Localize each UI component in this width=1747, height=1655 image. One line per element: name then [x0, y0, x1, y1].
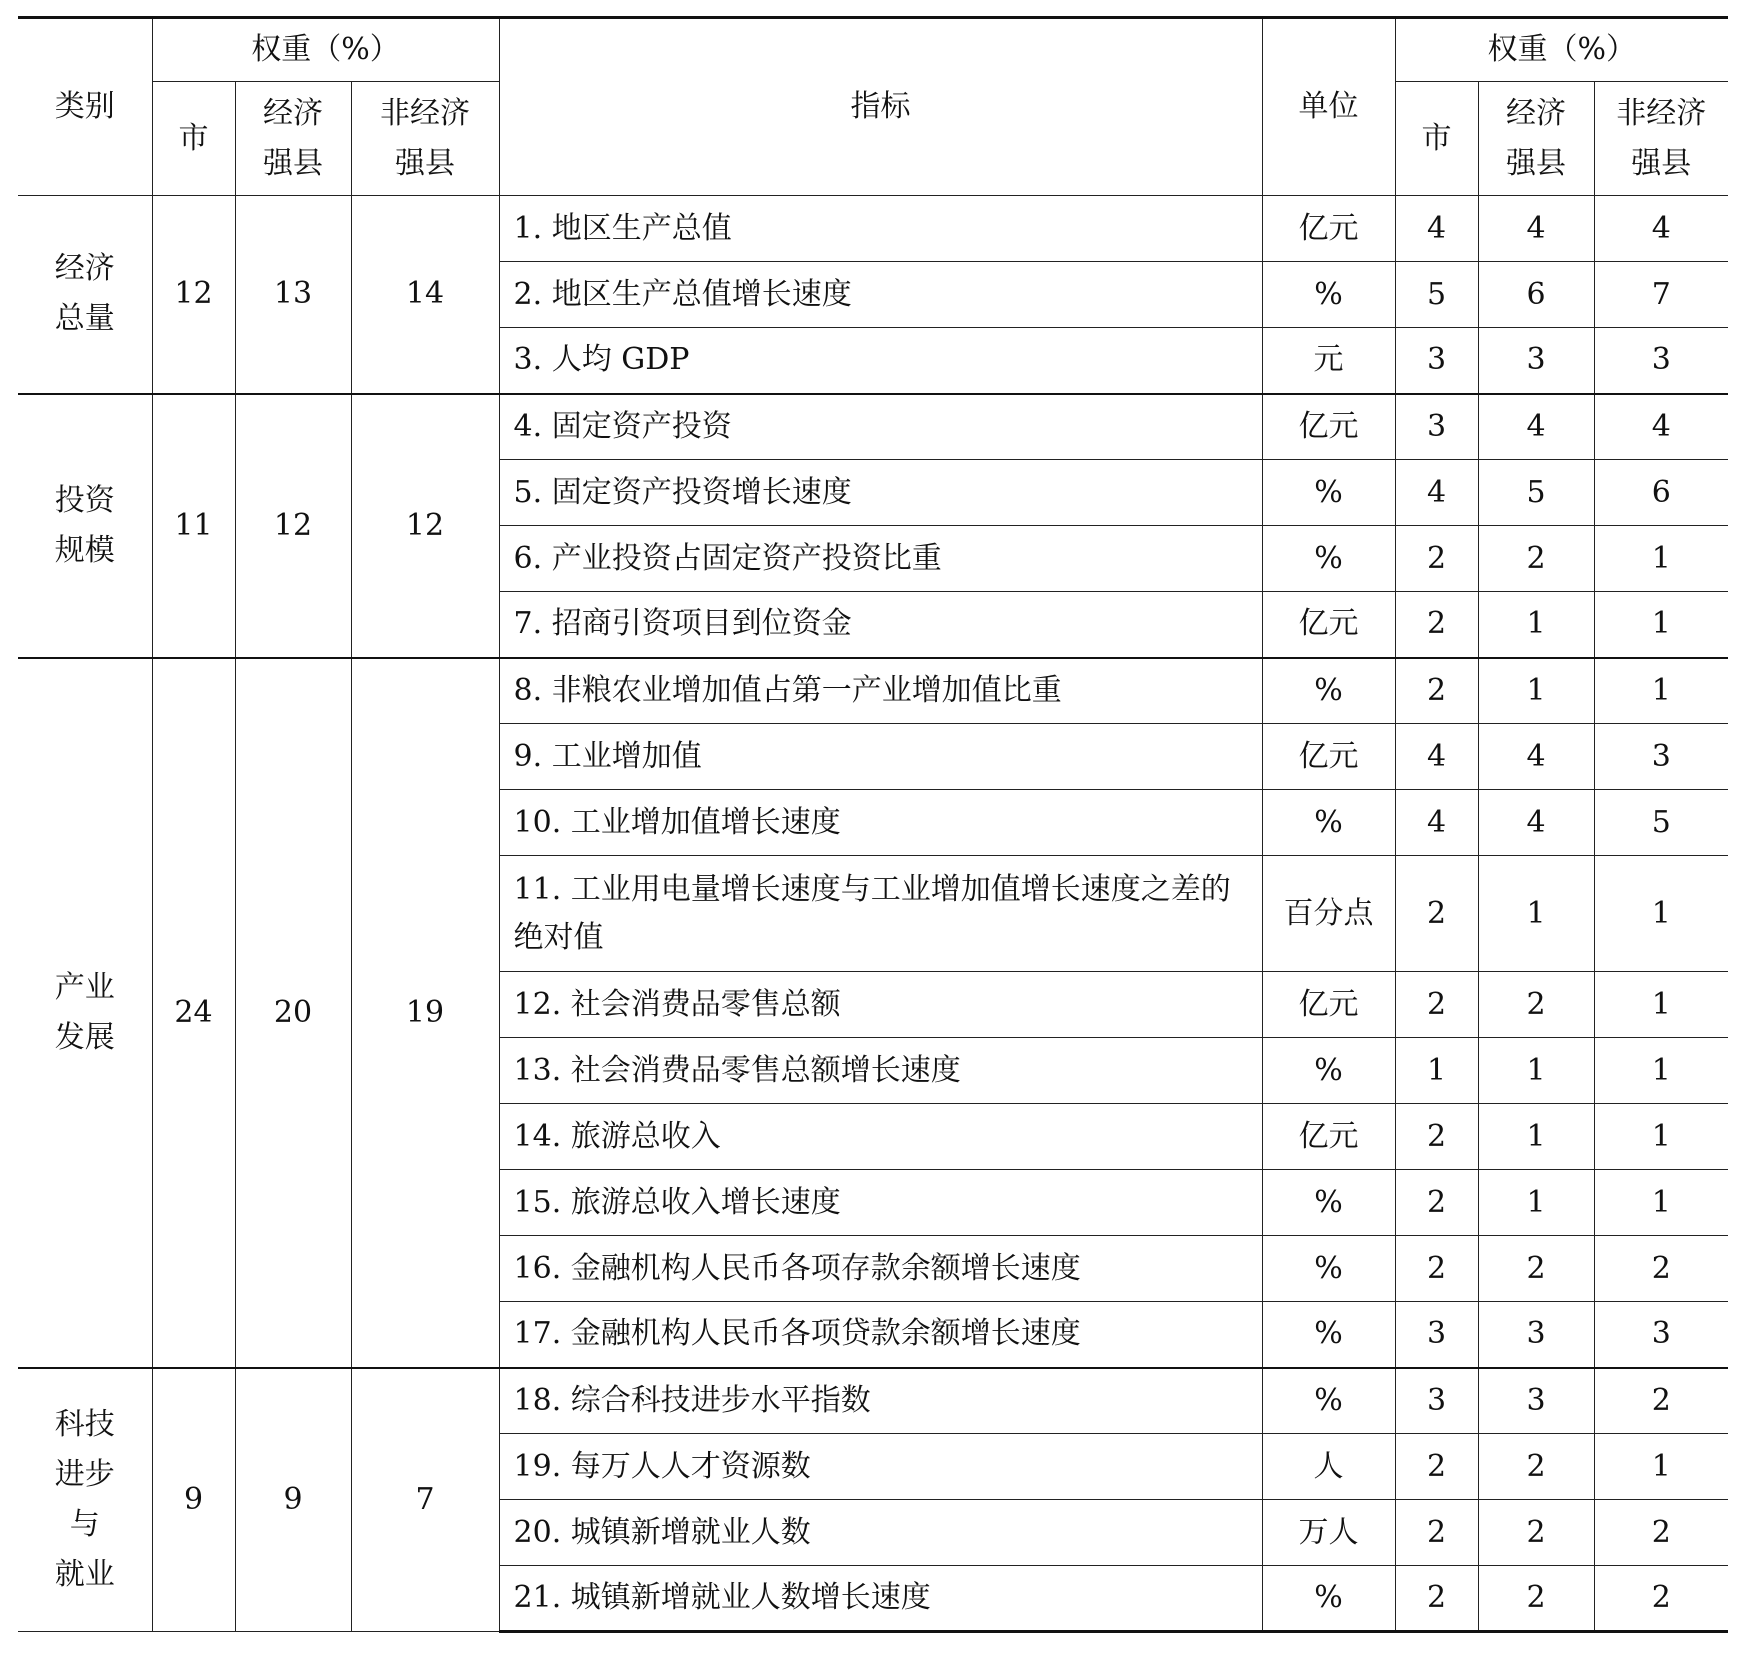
- category-weight-nonstrong: 19: [351, 658, 499, 1368]
- category-weight-nonstrong: 7: [351, 1368, 499, 1632]
- indicator-weight-strong: 1: [1478, 1038, 1594, 1104]
- unit-cell: 元: [1262, 328, 1395, 394]
- indicator-weight-nonstrong: 6: [1594, 460, 1728, 526]
- indicator-cell: 3. 人均 GDP: [499, 328, 1262, 394]
- indicator-cell: 9. 工业增加值: [499, 724, 1262, 790]
- indicator-weight-strong: 1: [1478, 1104, 1594, 1170]
- indicator-weight-city: 2: [1395, 972, 1478, 1038]
- indicator-weight-nonstrong: 2: [1594, 1566, 1728, 1632]
- indicator-weight-nonstrong: 2: [1594, 1236, 1728, 1302]
- indicator-weight-city: 2: [1395, 856, 1478, 972]
- indicator-weight-nonstrong: 3: [1594, 1302, 1728, 1368]
- indicator-weight-strong: 4: [1478, 196, 1594, 262]
- category-cell: 科技 进步 与 就业: [18, 1368, 152, 1632]
- indicator-weight-nonstrong: 1: [1594, 972, 1728, 1038]
- header-nonstrong-county-right: 非经济 强县: [1594, 82, 1728, 196]
- indicator-cell: 10. 工业增加值增长速度: [499, 790, 1262, 856]
- unit-cell: %: [1262, 526, 1395, 592]
- category-cell: 投资 规模: [18, 394, 152, 658]
- unit-cell: %: [1262, 262, 1395, 328]
- indicator-cell: 16. 金融机构人民币各项存款余额增长速度: [499, 1236, 1262, 1302]
- indicator-weight-strong: 1: [1478, 658, 1594, 724]
- indicator-weight-nonstrong: 4: [1594, 394, 1728, 460]
- category-weight-nonstrong: 12: [351, 394, 499, 658]
- header-category: 类别: [18, 18, 152, 196]
- indicator-cell: 1. 地区生产总值: [499, 196, 1262, 262]
- header-nonstrong-county: 非经济 强县: [351, 82, 499, 196]
- unit-cell: 亿元: [1262, 1104, 1395, 1170]
- indicator-weight-nonstrong: 2: [1594, 1368, 1728, 1434]
- indicator-cell: 5. 固定资产投资增长速度: [499, 460, 1262, 526]
- unit-cell: %: [1262, 1368, 1395, 1434]
- header-weight-group-right: 权重（%）: [1395, 18, 1728, 82]
- indicator-weight-strong: 2: [1478, 972, 1594, 1038]
- indicator-weight-city: 2: [1395, 658, 1478, 724]
- category-weight-city: 11: [152, 394, 235, 658]
- indicator-weight-strong: 5: [1478, 460, 1594, 526]
- indicator-cell: 20. 城镇新增就业人数: [499, 1500, 1262, 1566]
- category-weight-strong: 20: [235, 658, 351, 1368]
- unit-cell: 亿元: [1262, 724, 1395, 790]
- indicator-weight-strong: 1: [1478, 592, 1594, 658]
- indicator-cell: 13. 社会消费品零售总额增长速度: [499, 1038, 1262, 1104]
- indicator-weight-city: 1: [1395, 1038, 1478, 1104]
- indicator-weight-nonstrong: 2: [1594, 1500, 1728, 1566]
- indicator-weight-city: 3: [1395, 328, 1478, 394]
- indicator-weight-nonstrong: 7: [1594, 262, 1728, 328]
- indicator-weight-city: 3: [1395, 394, 1478, 460]
- indicator-weight-city: 2: [1395, 592, 1478, 658]
- indicator-weight-nonstrong: 1: [1594, 526, 1728, 592]
- indicator-weight-nonstrong: 1: [1594, 1038, 1728, 1104]
- indicator-weight-strong: 3: [1478, 328, 1594, 394]
- unit-cell: 百分点: [1262, 856, 1395, 972]
- unit-cell: 亿元: [1262, 196, 1395, 262]
- indicator-weight-city: 2: [1395, 1236, 1478, 1302]
- indicator-cell: 17. 金融机构人民币各项贷款余额增长速度: [499, 1302, 1262, 1368]
- unit-cell: 万人: [1262, 1500, 1395, 1566]
- indicator-weight-city: 2: [1395, 1434, 1478, 1500]
- indicator-weight-nonstrong: 1: [1594, 658, 1728, 724]
- indicator-cell: 18. 综合科技进步水平指数: [499, 1368, 1262, 1434]
- unit-cell: %: [1262, 790, 1395, 856]
- indicator-weight-strong: 2: [1478, 526, 1594, 592]
- indicator-weight-city: 4: [1395, 790, 1478, 856]
- indicator-weight-city: 5: [1395, 262, 1478, 328]
- unit-cell: %: [1262, 460, 1395, 526]
- indicator-weight-strong: 4: [1478, 724, 1594, 790]
- header-city: 市: [152, 82, 235, 196]
- header-unit: 单位: [1262, 18, 1395, 196]
- indicator-weight-city: 2: [1395, 1500, 1478, 1566]
- indicator-weight-strong: 4: [1478, 790, 1594, 856]
- indicator-weight-nonstrong: 1: [1594, 856, 1728, 972]
- indicator-weight-city: 2: [1395, 1104, 1478, 1170]
- indicator-weight-city: 2: [1395, 1566, 1478, 1632]
- table-row: [18, 658, 1728, 724]
- header-indicator: 指标: [499, 18, 1262, 196]
- indicator-weight-city: 2: [1395, 526, 1478, 592]
- header-strong-county: 经济 强县: [235, 82, 351, 196]
- indicator-weight-city: 3: [1395, 1368, 1478, 1434]
- indicator-cell: 21. 城镇新增就业人数增长速度: [499, 1566, 1262, 1632]
- unit-cell: 人: [1262, 1434, 1395, 1500]
- indicator-cell: 14. 旅游总收入: [499, 1104, 1262, 1170]
- category-weight-strong: 12: [235, 394, 351, 658]
- indicator-weight-strong: 2: [1478, 1566, 1594, 1632]
- category-weight-city: 24: [152, 658, 235, 1368]
- category-weight-strong: 9: [235, 1368, 351, 1632]
- indicator-weight-city: 4: [1395, 196, 1478, 262]
- indicator-cell: 19. 每万人人才资源数: [499, 1434, 1262, 1500]
- indicator-weight-strong: 3: [1478, 1302, 1594, 1368]
- indicator-cell: 7. 招商引资项目到位资金: [499, 592, 1262, 658]
- category-weight-nonstrong: 14: [351, 196, 499, 394]
- unit-cell: %: [1262, 1236, 1395, 1302]
- indicator-cell: 11. 工业用电量增长速度与工业增加值增长速度之差的绝对值: [499, 856, 1262, 972]
- header-weight-group: 权重（%）: [152, 18, 499, 82]
- unit-cell: 亿元: [1262, 972, 1395, 1038]
- unit-cell: %: [1262, 1038, 1395, 1104]
- unit-cell: 亿元: [1262, 592, 1395, 658]
- indicator-weight-nonstrong: 1: [1594, 1170, 1728, 1236]
- indicator-cell: 8. 非粮农业增加值占第一产业增加值比重: [499, 658, 1262, 724]
- header-city-right: 市: [1395, 82, 1478, 196]
- category-weight-city: 12: [152, 196, 235, 394]
- indicator-weight-city: 4: [1395, 724, 1478, 790]
- indicator-cell: 2. 地区生产总值增长速度: [499, 262, 1262, 328]
- header-row-1: [18, 18, 1728, 82]
- indicator-weight-nonstrong: 1: [1594, 1104, 1728, 1170]
- indicator-weight-nonstrong: 5: [1594, 790, 1728, 856]
- indicator-weight-nonstrong: 3: [1594, 724, 1728, 790]
- indicator-weight-city: 4: [1395, 460, 1478, 526]
- table-row: [18, 394, 1728, 460]
- category-weight-city: 9: [152, 1368, 235, 1632]
- indicator-weight-nonstrong: 1: [1594, 1434, 1728, 1500]
- indicator-weight-city: 3: [1395, 1302, 1478, 1368]
- indicator-weight-strong: 1: [1478, 1170, 1594, 1236]
- unit-cell: %: [1262, 1566, 1395, 1632]
- indicator-cell: 6. 产业投资占固定资产投资比重: [499, 526, 1262, 592]
- header-strong-county-right: 经济 强县: [1478, 82, 1594, 196]
- indicator-weight-strong: 2: [1478, 1434, 1594, 1500]
- indicator-weight-nonstrong: 1: [1594, 592, 1728, 658]
- indicator-cell: 4. 固定资产投资: [499, 394, 1262, 460]
- indicator-weight-strong: 6: [1478, 262, 1594, 328]
- category-cell: 经济 总量: [18, 196, 152, 394]
- category-cell: 产业 发展: [18, 658, 152, 1368]
- indicator-weight-strong: 1: [1478, 856, 1594, 972]
- category-weight-strong: 13: [235, 196, 351, 394]
- indicator-weight-nonstrong: 3: [1594, 328, 1728, 394]
- unit-cell: %: [1262, 1302, 1395, 1368]
- indicator-weight-nonstrong: 4: [1594, 196, 1728, 262]
- indicator-weight-strong: 2: [1478, 1236, 1594, 1302]
- indicator-weight-strong: 3: [1478, 1368, 1594, 1434]
- indicator-weight-strong: 2: [1478, 1500, 1594, 1566]
- unit-cell: %: [1262, 1170, 1395, 1236]
- indicator-weight-strong: 4: [1478, 394, 1594, 460]
- indicator-weight-city: 2: [1395, 1170, 1478, 1236]
- indicator-cell: 12. 社会消费品零售总额: [499, 972, 1262, 1038]
- table-row: [18, 1368, 1728, 1434]
- indicator-cell: 15. 旅游总收入增长速度: [499, 1170, 1262, 1236]
- table-row: [18, 196, 1728, 262]
- unit-cell: %: [1262, 658, 1395, 724]
- indicator-weight-table: [18, 16, 1728, 1633]
- unit-cell: 亿元: [1262, 394, 1395, 460]
